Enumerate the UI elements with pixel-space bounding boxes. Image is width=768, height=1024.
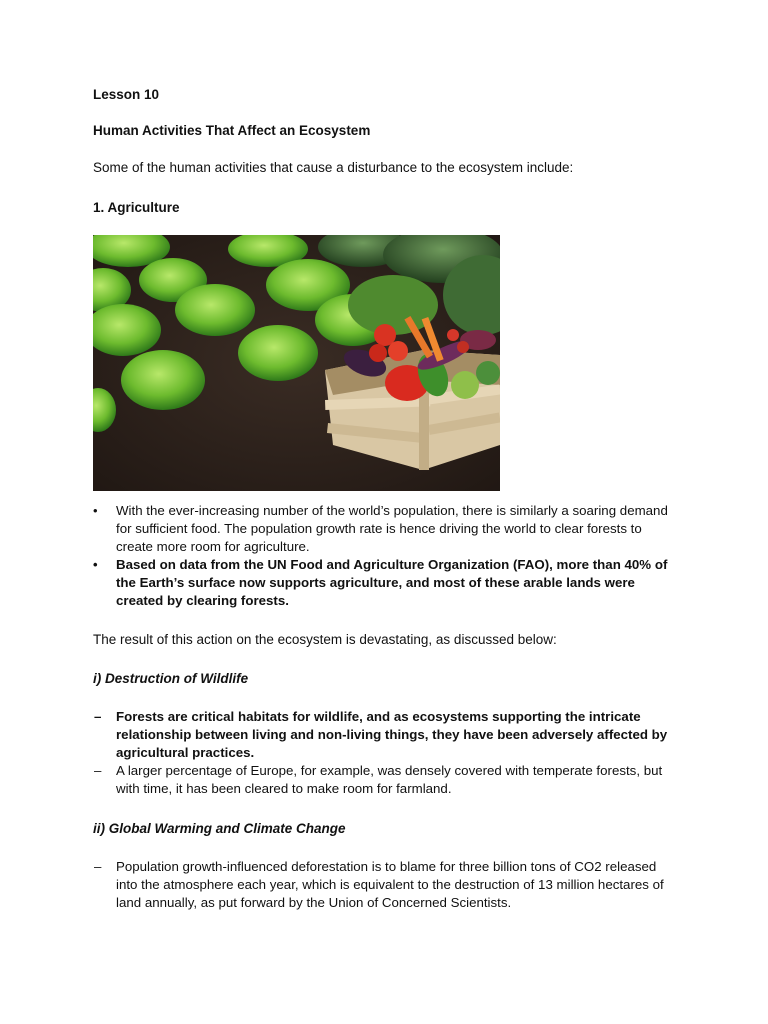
dash-icon: – — [94, 859, 102, 874]
list-item — [93, 556, 673, 610]
bullet-icon: • — [93, 557, 98, 572]
bullet-text: Based on data from the UN Food and Agriculture Organization (FAO), more than 40% of the Earth’s surface now supports agriculture, and most of these arable lands were created by clearing forests. — [116, 557, 668, 608]
lesson-title: Human Activities That Affect an Ecosystem — [93, 123, 371, 138]
subheading-destruction-of-wildlife: i) Destruction of Wildlife — [93, 671, 249, 686]
result-paragraph: The result of this action on the ecosystem is devastating, as discussed below: — [93, 632, 557, 647]
document-page — [93, 86, 673, 910]
agriculture-photo — [93, 235, 500, 491]
list-item — [93, 858, 673, 912]
vegetable-garden-illustration — [93, 235, 500, 491]
subheading-global-warming: ii) Global Warming and Climate Change — [93, 821, 346, 836]
bullet-icon: • — [93, 503, 98, 518]
dash-item-text: Population growth-influenced deforestation is to blame for three billion tons of CO2 released into the atmosphere each year, which is equivalent to the destruction of 13 million hectares of land annually, as put forward by the Union of Concerned Scientists. — [116, 859, 664, 910]
section-heading-agriculture: 1. Agriculture — [93, 200, 180, 215]
list-item — [93, 502, 673, 556]
dash-icon: – — [94, 763, 102, 778]
wildlife-dash-list — [93, 708, 673, 798]
intro-paragraph: Some of the human activities that cause a disturbance to the ecosystem include: — [93, 160, 574, 175]
bullet-text: With the ever-increasing number of the world’s population, there is similarly a soaring demand for sufficient food. The population growth rate is hence driving the world to clear forests to create more room for agriculture. — [116, 503, 668, 554]
list-item — [93, 708, 673, 762]
dash-item-text: A larger percentage of Europe, for example, was densely covered with temperate forests, but with time, it has been cleared to make room for farmland. — [116, 763, 663, 796]
dash-icon: – — [94, 709, 102, 724]
lesson-number: Lesson 10 — [93, 87, 160, 102]
agriculture-bullet-list — [93, 502, 673, 610]
list-item — [93, 762, 673, 798]
dash-item-text: Forests are critical habitats for wildlife, and as ecosystems supporting the intricate relationship between living and non-living things, they have been adversely affected by agricultural practices. — [116, 709, 668, 760]
climate-dash-list — [93, 858, 673, 912]
